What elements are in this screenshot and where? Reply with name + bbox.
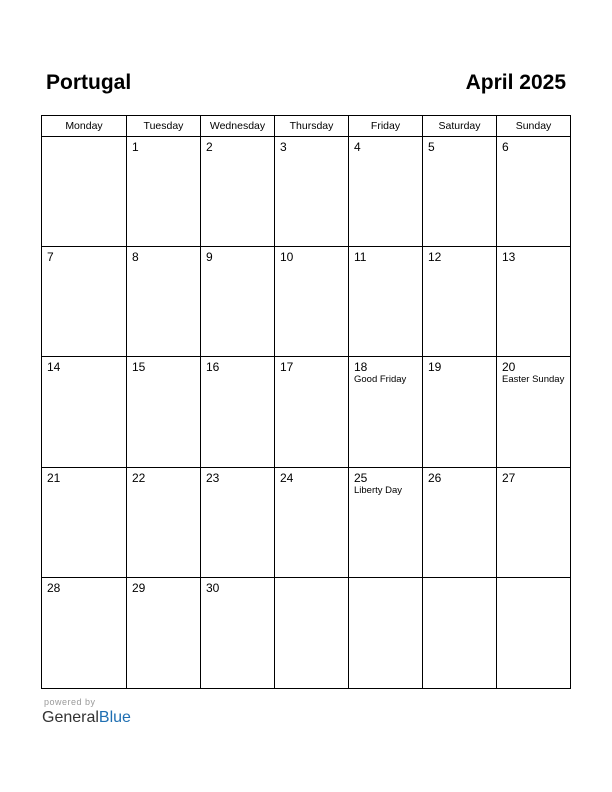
day-cell <box>201 357 275 467</box>
day-cell <box>497 137 570 247</box>
calendar-grid <box>41 115 571 689</box>
holiday-label: Good Friday <box>354 374 407 386</box>
day-number: 22 <box>132 470 146 485</box>
day-cell <box>423 137 497 247</box>
day-cell <box>275 137 349 247</box>
day-cell <box>42 468 127 578</box>
day-number: 11 <box>354 250 367 265</box>
day-number: 21 <box>47 470 61 485</box>
day-number: 16 <box>206 360 220 375</box>
weekday-header-saturday: Saturday <box>423 116 497 137</box>
day-cell <box>42 578 127 688</box>
weekday-header-friday: Friday <box>349 116 423 137</box>
day-cell <box>349 578 423 688</box>
weekday-header-tuesday: Tuesday <box>127 116 201 137</box>
day-cell <box>275 357 349 467</box>
day-number: 28 <box>47 580 61 595</box>
day-cell <box>127 357 201 467</box>
day-cell <box>497 357 570 467</box>
weekday-header-wednesday: Wednesday <box>201 116 275 137</box>
month-title: April 2025 <box>465 71 566 94</box>
powered-by-label: powered by <box>44 697 96 707</box>
day-cell <box>349 137 423 247</box>
day-number: 15 <box>132 360 146 375</box>
day-number: 12 <box>428 250 442 265</box>
day-cell <box>201 247 275 357</box>
day-number: 29 <box>132 580 146 595</box>
day-number: 20 <box>502 360 516 375</box>
logo-blue: Blue <box>98 709 131 726</box>
day-cell <box>42 247 127 357</box>
day-cell <box>423 468 497 578</box>
day-cell <box>275 247 349 357</box>
day-number: 23 <box>206 470 220 485</box>
day-cell <box>423 247 497 357</box>
day-cell <box>423 578 497 688</box>
day-cell <box>497 468 570 578</box>
weekday-header-monday: Monday <box>42 116 127 137</box>
day-number: 1 <box>132 140 139 154</box>
day-cell <box>201 578 275 688</box>
day-number: 18 <box>354 360 368 375</box>
day-cell <box>127 247 201 357</box>
day-cell <box>127 578 201 688</box>
day-number: 26 <box>428 470 442 485</box>
day-cell <box>423 357 497 467</box>
day-number: 17 <box>280 360 294 375</box>
weekday-header-sunday: Sunday <box>497 116 570 137</box>
day-number: 6 <box>502 140 509 154</box>
day-cell <box>275 578 349 688</box>
day-number: 13 <box>502 250 516 265</box>
day-number: 27 <box>502 470 516 485</box>
day-cell <box>201 468 275 578</box>
logo-general: General <box>42 709 99 726</box>
country-title: Portugal <box>46 71 132 94</box>
day-number: 8 <box>132 250 139 265</box>
day-number: 19 <box>428 360 442 375</box>
day-cell <box>349 247 423 357</box>
day-cell <box>127 468 201 578</box>
day-number: 5 <box>428 140 435 154</box>
day-cell <box>497 578 570 688</box>
day-number: 25 <box>354 470 368 485</box>
day-cell <box>349 357 423 467</box>
day-number: 24 <box>280 470 294 485</box>
day-number: 10 <box>280 250 294 265</box>
day-number: 2 <box>206 140 213 154</box>
day-cell <box>275 468 349 578</box>
holiday-label: Liberty Day <box>354 484 403 496</box>
generalblue-logo <box>42 709 131 727</box>
day-cell <box>349 468 423 578</box>
day-cell <box>42 357 127 467</box>
day-cell <box>42 137 127 247</box>
day-cell <box>497 247 570 357</box>
day-number: 9 <box>206 250 213 265</box>
weekday-header-thursday: Thursday <box>275 116 349 137</box>
day-number: 3 <box>280 140 287 154</box>
day-number: 30 <box>206 580 220 595</box>
day-cell <box>201 137 275 247</box>
day-number: 4 <box>354 140 361 154</box>
day-number: 14 <box>47 360 61 375</box>
holiday-label: Easter Sunday <box>502 374 565 386</box>
day-number: 7 <box>47 250 54 265</box>
day-cell <box>127 137 201 247</box>
